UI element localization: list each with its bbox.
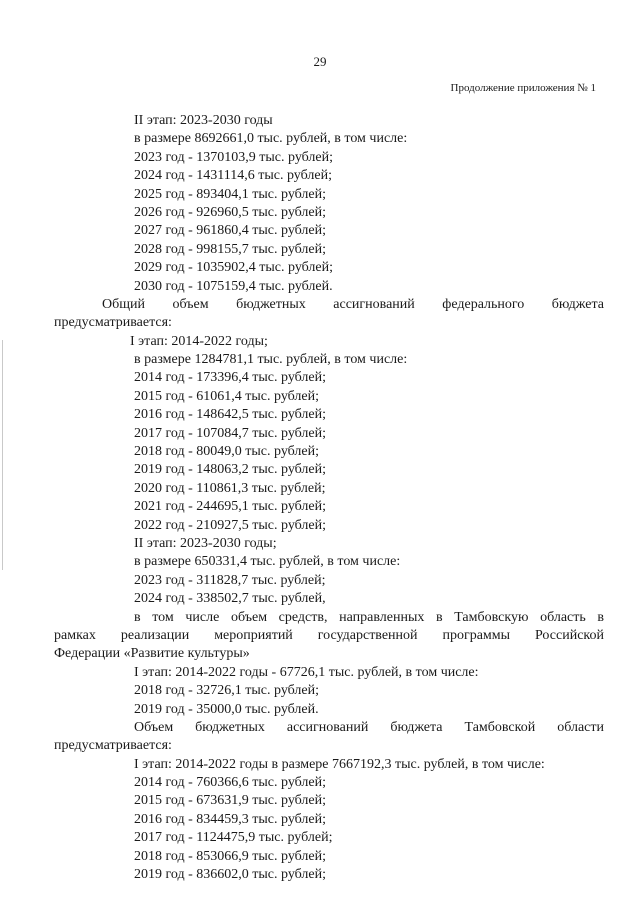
year-line: 2015 год - 673631,9 тыс. рублей; xyxy=(134,793,327,809)
year-line: 2014 год - 173396,4 тыс. рублей; xyxy=(134,370,327,386)
year-line: 2015 год - 61061,4 тыс. рублей; xyxy=(134,388,320,404)
year-line: 2019 год - 836602,0 тыс. рублей; xyxy=(134,867,327,883)
year-line: 2016 год - 148642,5 тыс. рублей; xyxy=(134,407,327,423)
year-line: 2019 год - 35000,0 тыс. рублей. xyxy=(134,701,319,717)
year-line: 2024 год - 338502,7 тыс. рублей, xyxy=(134,591,326,607)
year-line: 2018 год - 32726,1 тыс. рублей; xyxy=(134,683,320,699)
year-line: 2023 год - 311828,7 тыс. рублей; xyxy=(134,572,326,588)
year-line: 2021 год - 244695,1 тыс. рублей; xyxy=(134,499,327,515)
year-line: 2029 год - 1035902,4 тыс. рублей; xyxy=(134,260,334,276)
paragraph-line: предусматривается: xyxy=(54,315,172,331)
paragraph-line: предусматривается: xyxy=(54,738,172,754)
stage-heading: I этап: 2014-2022 годы; xyxy=(130,333,268,349)
year-line: 2017 год - 107084,7 тыс. рублей; xyxy=(134,425,327,441)
year-line: 2024 год - 1431114,6 тыс. рублей; xyxy=(134,168,332,184)
paragraph-line: в том числе объем средств, направленных в Тамбовскую область в xyxy=(134,609,604,625)
stage-heading: II этап: 2023-2030 годы xyxy=(134,113,273,128)
year-line: 2028 год - 998155,7 тыс. рублей; xyxy=(134,241,327,257)
year-line: 2027 год - 961860,4 тыс. рублей; xyxy=(134,223,327,239)
stage-total: в размере 1284781,1 тыс. рублей, в том числе: xyxy=(134,352,408,368)
stage-total: в размере 8692661,0 тыс. рублей, в том числе: xyxy=(134,131,408,147)
year-line: 2026 год - 926960,5 тыс. рублей; xyxy=(134,204,327,220)
stage-heading: I этап: 2014-2022 годы в размере 7667192,3 тыс. рублей, в том числе: xyxy=(134,756,545,772)
paragraph-line: Федерации «Развитие культуры» xyxy=(54,646,250,662)
year-line: 2016 год - 834459,3 тыс. рублей; xyxy=(134,811,327,827)
year-line: 2014 год - 760366,6 тыс. рублей; xyxy=(134,775,327,791)
year-line: 2018 год - 853066,9 тыс. рублей; xyxy=(134,848,327,864)
year-line: 2030 год - 1075159,4 тыс. рублей. xyxy=(134,278,333,294)
paragraph-line: рамках реализации мероприятий государственной программы Российской xyxy=(54,627,604,643)
year-line: 2020 год - 110861,3 тыс. рублей; xyxy=(134,480,326,496)
appendix-continuation-note: Продолжение приложения № 1 xyxy=(450,82,596,94)
year-line: 2022 год - 210927,5 тыс. рублей; xyxy=(134,517,327,533)
document-body xyxy=(0,112,640,884)
year-line: 2023 год - 1370103,9 тыс. рублей; xyxy=(134,149,334,165)
stage-heading: I этап: 2014-2022 годы - 67726,1 тыс. рублей, в том числе: xyxy=(134,664,479,680)
year-line: 2025 год - 893404,1 тыс. рублей; xyxy=(134,186,327,202)
page-number: 29 xyxy=(313,54,327,69)
paragraph-line: Объем бюджетных ассигнований бюджета Тамбовской области xyxy=(134,719,604,735)
year-line: 2018 год - 80049,0 тыс. рублей; xyxy=(134,444,320,460)
stage-total: в размере 650331,4 тыс. рублей, в том числе: xyxy=(134,554,401,570)
stage-heading: II этап: 2023-2030 годы; xyxy=(134,535,277,551)
year-line: 2017 год - 1124475,9 тыс. рублей; xyxy=(134,830,333,846)
year-line: 2019 год - 148063,2 тыс. рублей; xyxy=(134,462,327,478)
paragraph-line: Общий объем бюджетных ассигнований федерального бюджета xyxy=(102,296,604,312)
